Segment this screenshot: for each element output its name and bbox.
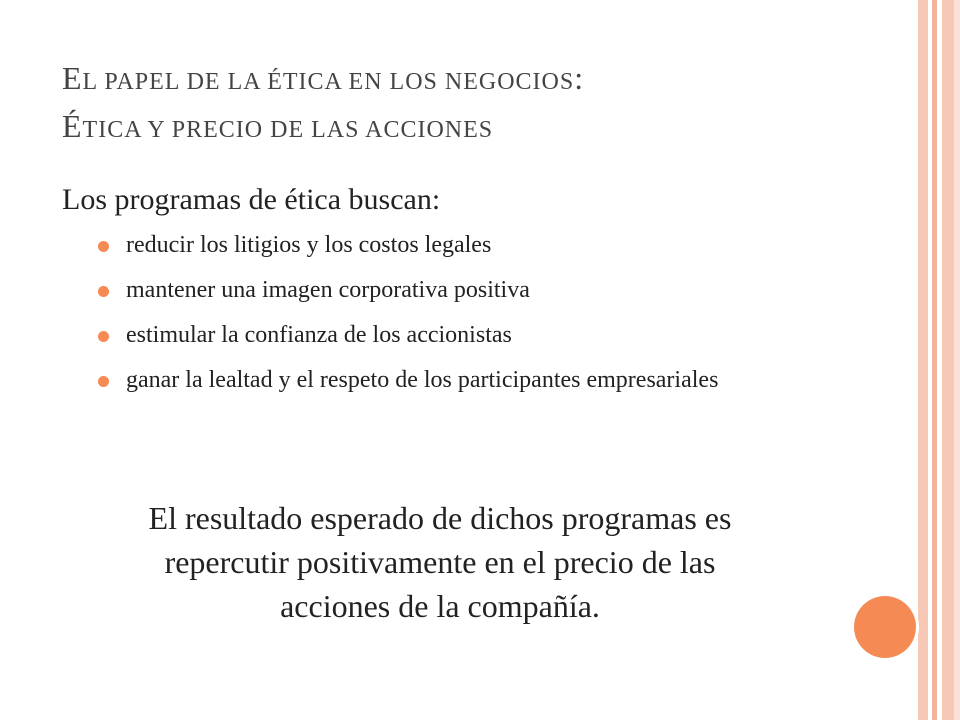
title-colon: : <box>574 60 585 96</box>
conclusion-line: acciones de la compañía. <box>280 588 600 624</box>
slide-title <box>62 56 902 152</box>
decorative-circle <box>854 596 916 658</box>
bullet-item <box>98 275 798 305</box>
title-initial: É <box>62 108 83 144</box>
title-initial: E <box>62 60 83 96</box>
title-text: TICA Y PRECIO DE LAS ACCIONES <box>82 117 494 143</box>
bullet-text: ganar la lealtad y el respeto de los participantes empresariales <box>126 367 719 393</box>
bullet-item <box>98 230 798 260</box>
bullet-list <box>98 230 798 410</box>
decorative-stripe <box>954 0 960 720</box>
title-line-1 <box>62 56 902 104</box>
bullet-icon <box>98 241 109 252</box>
title-line-2 <box>62 104 902 152</box>
bullet-text: mantener una imagen corporativa positiva <box>126 277 530 303</box>
bullet-icon <box>98 286 109 297</box>
title-text: L PAPEL DE LA ÉTICA EN LOS NEGOCIOS <box>82 69 575 95</box>
conclusion-text <box>60 496 820 628</box>
bullet-item <box>98 320 798 350</box>
bullet-icon <box>98 331 109 342</box>
decorative-stripe <box>942 0 954 720</box>
bullet-text: estimular la confianza de los accionistas <box>126 322 512 348</box>
bullet-text: reducir los litigios y los costos legales <box>126 232 492 258</box>
bullet-item <box>98 365 798 395</box>
conclusion-line: repercutir positivamente en el precio de las <box>164 544 716 580</box>
bullet-icon <box>98 376 109 387</box>
intro-text: Los programas de ética buscan: <box>62 183 441 216</box>
decorative-stripe <box>918 0 928 720</box>
conclusion-line: El resultado esperado de dichos programas es <box>148 500 732 536</box>
